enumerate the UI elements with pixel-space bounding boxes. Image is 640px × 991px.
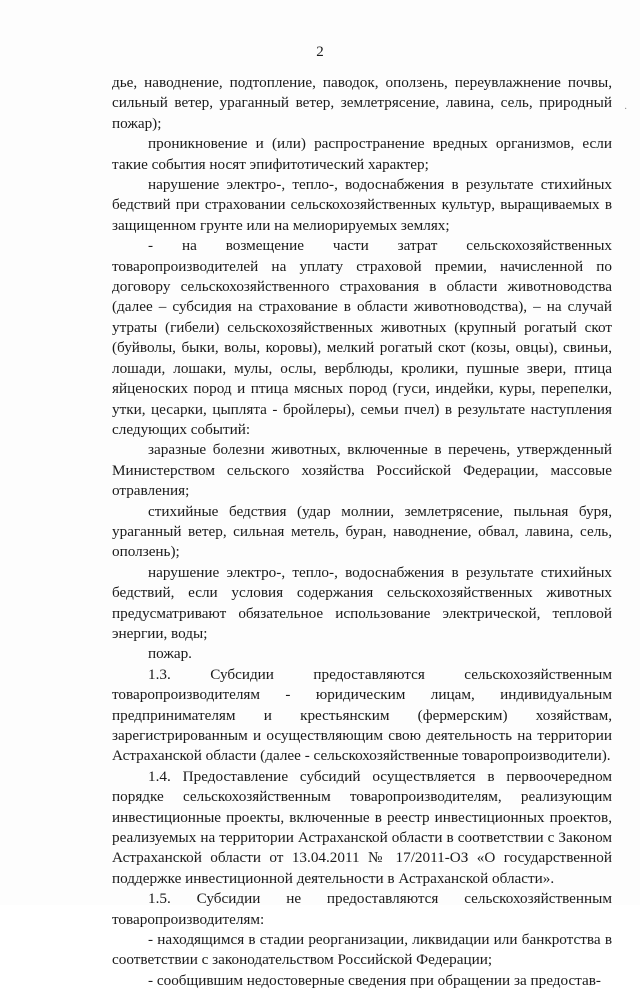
paragraph: стихийные бедствия (удар молнии, землетрясение, пыльная буря, ураганный ветер, сильная метель, буран, наводнение, обвал, лавина, сель, оползень); [112, 502, 612, 561]
paragraph: нарушение электро-, тепло-, водоснабжения в результате стихийных бедствий, если условия содержания сельскохозяйственных животных предусматривают обязательное использование электрической, тепловой энергии, воды; [112, 563, 612, 642]
paragraph: заразные болезни животных, включенные в перечень, утвержденный Министерством сельского хозяйства Российской Федерации, массовые отравления; [112, 441, 612, 500]
paragraph: - находящимся в стадии реорганизации, ликвидации или банкротства в соответствии с законодательством Российской Федерации; [112, 931, 612, 969]
paragraph: пожар. [148, 645, 192, 663]
scan-speck: · [624, 104, 628, 115]
paragraph: дье, наводнение, подтопление, паводок, оползень, переувлажнение почвы, сильный ветер, ураганный ветер, землетрясение, лавина, сель, природный пожар); [112, 74, 612, 132]
paragraph: - сообщившим недостоверные сведения при обращении за предостав- [148, 971, 601, 989]
paragraph: проникновение и (или) распространение вредных организмов, если такие события носят эпифитотический характер; [112, 135, 612, 173]
paragraph: 1.5. Субсидии не предоставляются сельскохозяйственным товаропроизводителям: [112, 890, 612, 928]
page-number: 2 [316, 44, 324, 60]
paragraph: 1.4. Предоставление субсидий осуществляется в первоочередном порядке сельскохозяйственным товаропроизводителям, реализующим инвестиционные проекты, включенные в реестр инвестиционных проектов, реализуемых на территории Астраханской области в соответствии с Законом Астраханской области от 13.04.2011 № 17/2011-ОЗ «О государственной поддержке инвестиционной деятельности в Астраханской области». [112, 767, 612, 887]
paragraph: - на возмещение части затрат сельскохозяйственных товаропроизводителей на уплату страховой премии, начисленной по договору сельскохозяйственного страхования в области животноводства (далее – субсидия на страхование в области животноводства), – на случай утраты (гибели) сельскохозяйственных животных (крупный рогатый скот (буйволы, быки, волы, коровы), мелкий рогатый скот (козы, овцы), свиньи, лошади, лошаки, мулы, ослы, верблюды, кролики, пушные звери, птица яйценоских пород и птица мясных пород (гуси, индейки, куры, перепелки, утки, цесарки, цыплята - бройлеры), семьи пчел) в результате наступления следующих событий: [112, 237, 612, 438]
document-body [112, 73, 612, 991]
paragraph: 1.3. Субсидии предоставляются сельскохозяйственным товаропроизводителям - юридическим лицам, индивидуальным предпринимателям и крестьянским (фермерским) хозяйствам, зарегистрированным и осуществляющим свою деятельность на территории Астраханской области (далее - сельскохозяйственные товаропроизводители). [112, 665, 612, 765]
paragraph: нарушение электро-, тепло-, водоснабжения в результате стихийных бедствий при страховании сельскохозяйственных культур, выращиваемых в защищенном грунте или на мелиорируемых землях; [112, 176, 612, 234]
